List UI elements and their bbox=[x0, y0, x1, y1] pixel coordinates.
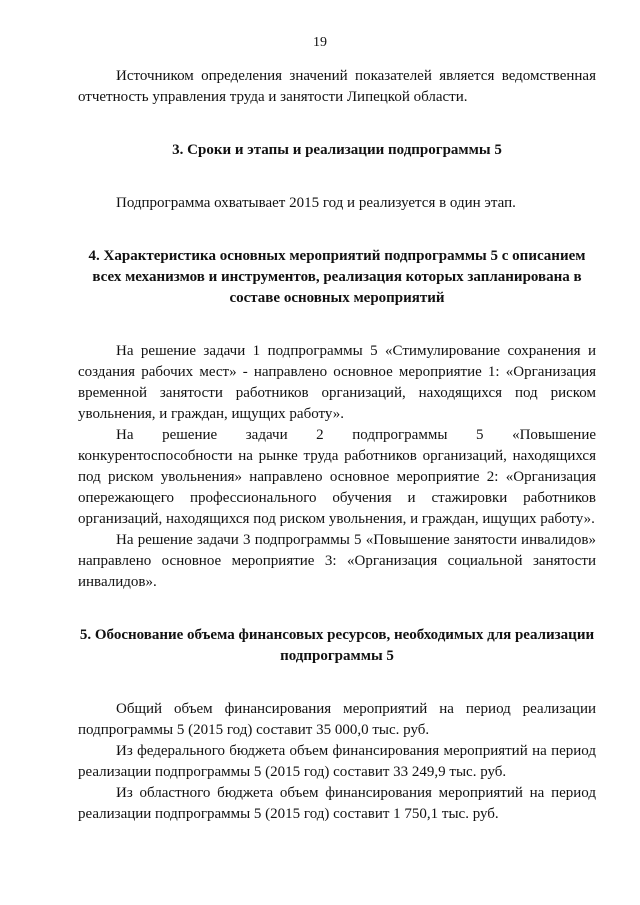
page-number: 19 bbox=[313, 35, 327, 50]
paragraph-task-3: На решение задачи 3 подпрограммы 5 «Повышение занятости инвалидов» направлено основное мероприятие 3: «Организация социальной занятости инвалидов». bbox=[78, 532, 596, 590]
paragraph-total-funding: Общий объем финансирования мероприятий на период реализации подпрограммы 5 (2015 год) составит 35 000,0 тыс. руб. bbox=[78, 701, 596, 738]
paragraph-timeframe: Подпрограмма охватывает 2015 год и реализуется в один этап. bbox=[116, 195, 516, 211]
section-5-heading: 5. Обоснование объема финансовых ресурсов, необходимых для реализации подпрограммы 5 bbox=[79, 627, 595, 664]
paragraph-regional-funding: Из областного бюджета объем финансирования мероприятий на период реализации подпрограммы 5 (2015 год) составит 1 750,1 тыс. руб. bbox=[78, 785, 596, 822]
paragraph-federal-funding: Из федерального бюджета объем финансирования мероприятий на период реализации подпрограммы 5 (2015 год) составит 33 249,9 тыс. руб. bbox=[78, 743, 596, 780]
document-body bbox=[78, 66, 596, 825]
section-4-heading: 4. Характеристика основных мероприятий подпрограммы 5 с описанием всех механизмов и инструментов, реализация которых запланирована в составе основных мероприятий bbox=[88, 248, 586, 306]
paragraph-data-source: Источником определения значений показателей является ведомственная отчетность управления труда и занятости Липецкой области. bbox=[78, 68, 596, 105]
paragraph-task-2: На решение задачи 2 подпрограммы 5 «Повышение конкурентоспособности на рынке труда работников организаций, находящихся под риском увольнения» направлено основное мероприятие 2: «Организация опережающего профессионального обучения и стажировки работников организаций, находящихся под риском увольнения, и граждан, ищущих работу». bbox=[78, 427, 596, 527]
section-3-heading: 3. Сроки и этапы и реализации подпрограммы 5 bbox=[172, 142, 502, 158]
paragraph-task-1: На решение задачи 1 подпрограммы 5 «Стимулирование сохранения и создания рабочих мест» - направлено основное мероприятие 1: «Организация временной занятости работников организаций, находящихся под риском увольнения, и граждан, ищущих работу». bbox=[78, 343, 596, 422]
